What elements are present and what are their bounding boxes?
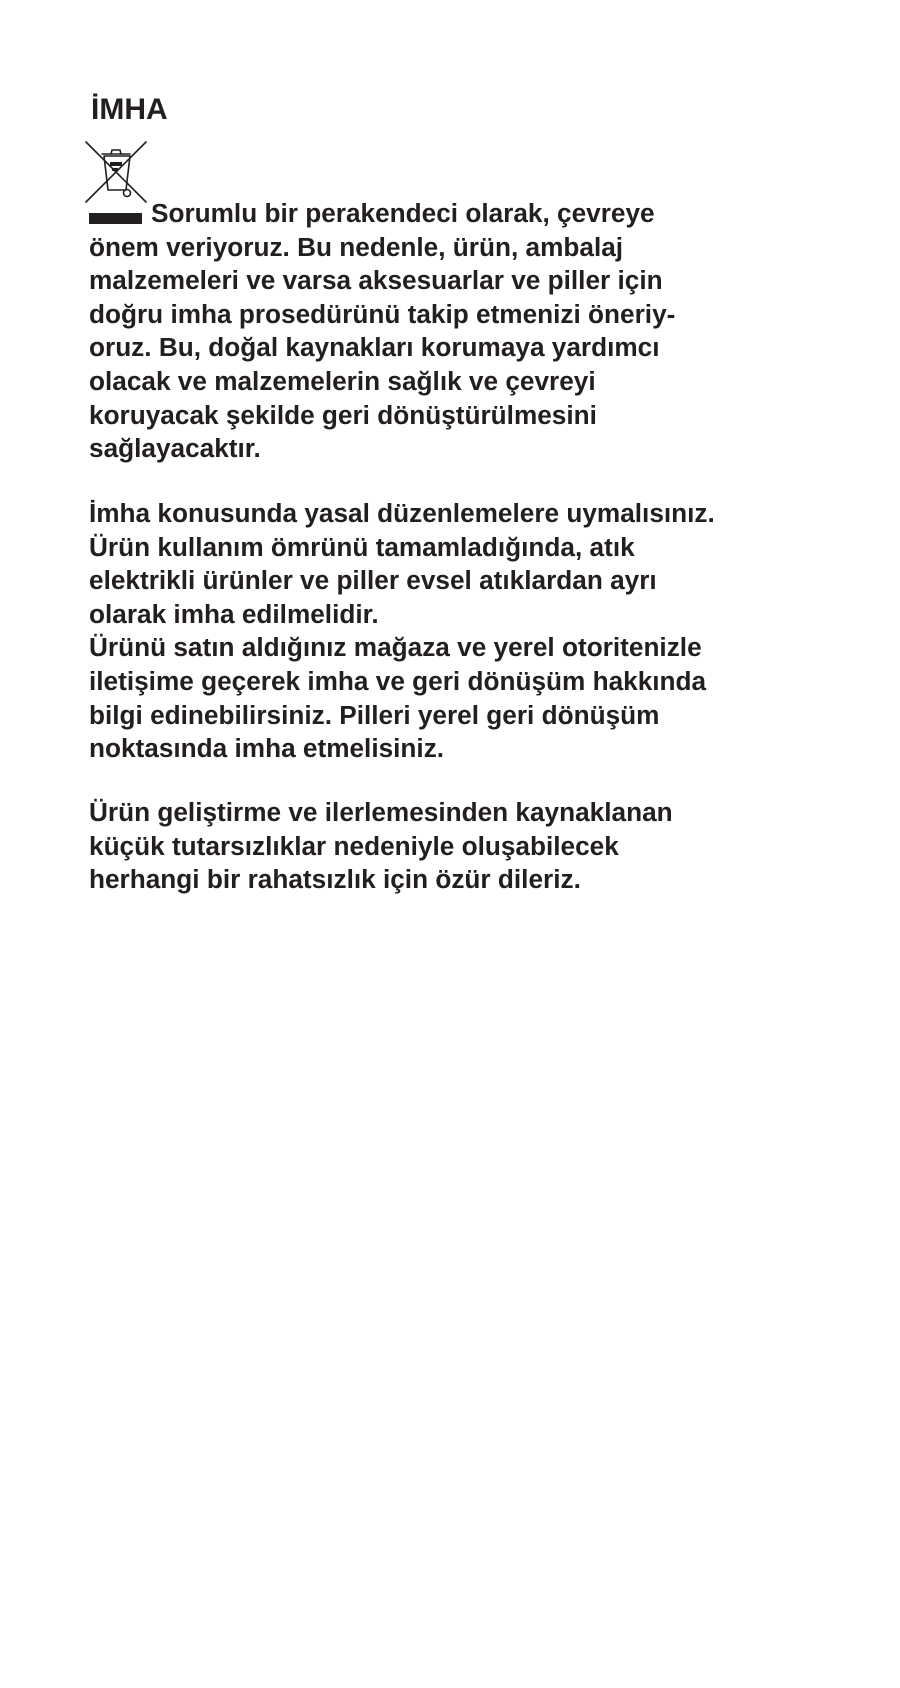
weee-bar-marker — [89, 213, 142, 224]
paragraph-apology: Ürün geliştirme ve ilerlemesinden kaynaklanan küçük tutarsızlıklar nedeniyle oluşabilecek herhangi bir rahatsızlık için özür dileriz. — [89, 797, 673, 895]
paragraph-disposal-regulations: İmha konusunda yasal düzenlemelere uymalısınız. Ürün kullanım ömrünü tamamladığında, atık elektrikli ürünler ve piller evsel atıklardan ayrı olarak imha edilmelidir. Ürünü satın aldığınız mağaza ve yerel otoritenizle iletişime geçerek imha ve geri dönüşüm hakkında bilgi edinebilirsiniz. Pilleri yerel geri dönüşüm noktasında imha etmelisiniz. — [89, 498, 715, 764]
page-title: İMHA — [91, 93, 168, 126]
paragraph-1-text: Sorumlu bir perakendeci olarak, çevreye önem veriyoruz. Bu nedenle, ürün, ambalaj malzemeleri ve varsa aksesuarlar ve piller için doğru imha prosedürünü takip etmenizi öneriy- oruz. Bu, doğal kaynakları korumaya yardımcı olacak ve malzemelerin sağlık ve çevreyi koruyacak şekilde geri dönüştürülmesini sağlayacaktır. — [89, 198, 676, 464]
paragraph-responsibility — [89, 197, 789, 466]
crossed-out-wheelie-bin-icon — [84, 140, 148, 204]
